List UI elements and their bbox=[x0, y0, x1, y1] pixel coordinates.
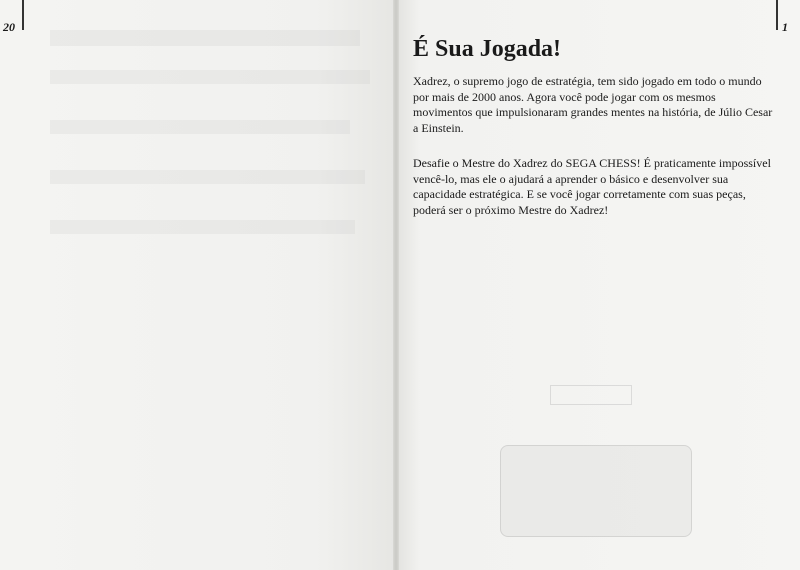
left-page-number: 20 bbox=[3, 20, 15, 34]
paragraph: Desafie o Mestre do Xadrez do SEGA CHESS! É praticamente impossível vencê-lo, mas ele o ajudará a aprender o básico e desenvolver sua capacidade estratégica. E se você jogar corretamente com suas peças, poderá ser o próximo Mestre do Xadrez! bbox=[413, 156, 771, 217]
page-title: É Sua Jogada! bbox=[413, 36, 562, 62]
article bbox=[413, 34, 783, 218]
right-page-number: 1 bbox=[782, 20, 788, 34]
left-page-marker bbox=[22, 0, 24, 30]
left-page bbox=[0, 0, 396, 570]
paragraph: Xadrez, o supremo jogo de estratégia, tem sido jogado em todo o mundo por mais de 2000 anos. Agora você pode jogar com os mesmos movimentos que impulsionaram grandes mentes na história, de Júlio Cesar a Einstein. bbox=[413, 74, 773, 135]
book-gutter bbox=[393, 0, 399, 570]
right-page-marker bbox=[776, 0, 778, 30]
